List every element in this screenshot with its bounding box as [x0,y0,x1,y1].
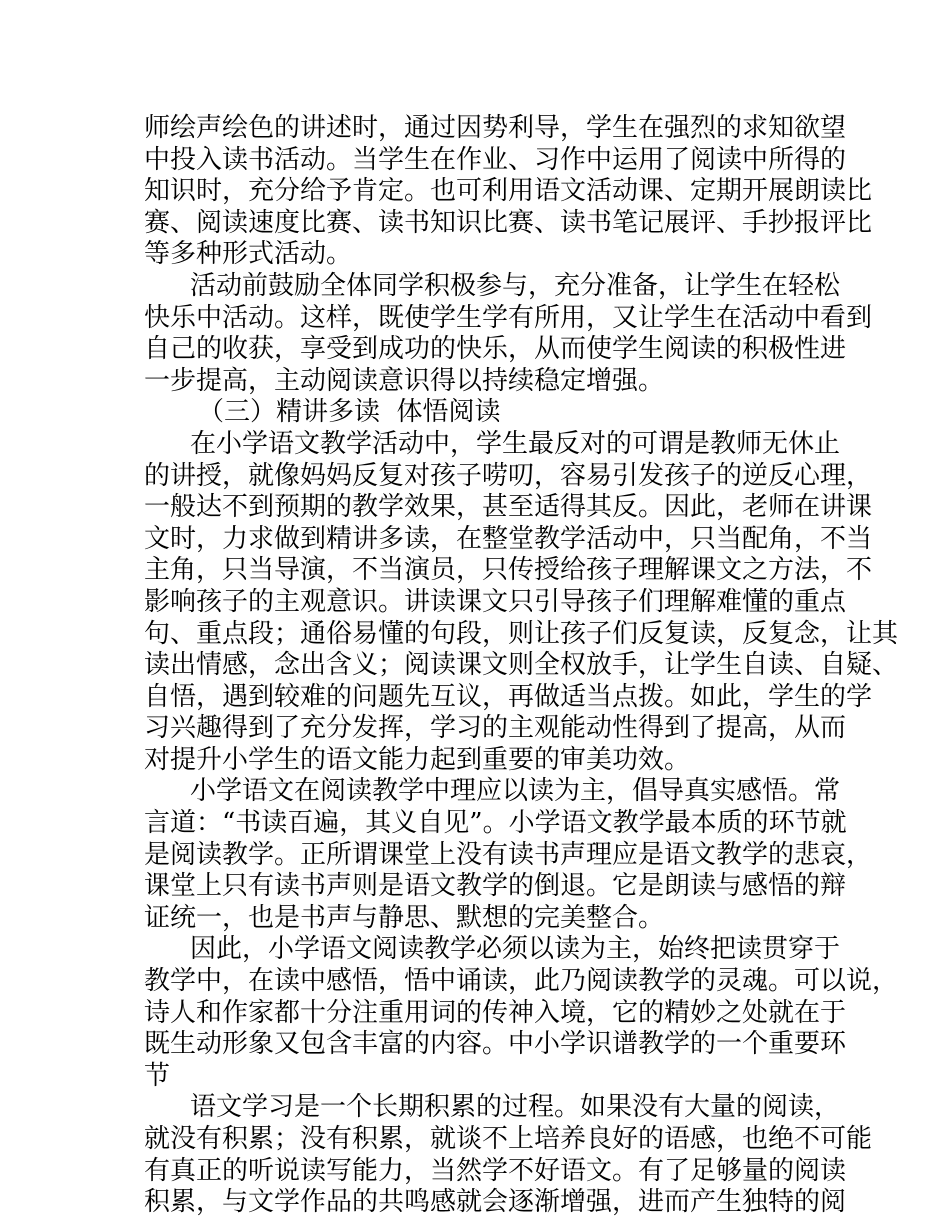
text-line: 既生动形象又包含丰富的内容。中小学识谱教学的一个重要环 [144,1029,847,1060]
text-line: 赛、阅读速度比赛、读书知识比赛、读书笔记展评、手抄报评比 [144,207,873,238]
text-line: 中投入读书活动。当学生在作业、习作中运用了阅读中所得的 [144,144,847,175]
text-line: 在小学语文教学活动中，学生最反对的可谓是教师无休止 [190,428,841,459]
text-line: 语文学习是一个长期积累的过程。如果没有大量的阅读， [190,1092,841,1123]
text-line: 课堂上只有读书声则是语文教学的倒退。它是朗读与感悟的辩 [144,871,847,902]
text-line: 自己的收获，享受到成功的快乐，从而使学生阅读的积极性进 [144,334,847,365]
text-line: 句、重点段；通俗易懂的句段，则让孩子们反复读，反复念，让其 [144,618,899,649]
text-line: 就没有积累；没有积累，就谈不上培养良好的语感，也绝不可能 [144,1124,873,1154]
body-text [144,113,899,1219]
text-line: 是阅读教学。正所谓课堂上没有读书声理应是语文教学的悲哀， [144,839,873,870]
text-line: 活动前鼓励全体同学积极参与，充分准备，让学生在轻松 [190,270,841,301]
text-line: 小学语文在阅读教学中理应以读为主，倡导真实感悟。常 [190,776,841,807]
text-line: 主角，只当导演，不当演员，只传授给孩子理解课文之方法，不 [144,555,873,586]
text-line: 对提升小学生的语文能力起到重要的审美功效。 [144,744,691,775]
text-line: 证统一，也是书声与静思、默想的完美整合。 [144,902,665,933]
text-line: 影响孩子的主观意识。讲读课文只引导孩子们理解难懂的重点 [144,586,847,617]
text-line: 自悟，遇到较难的问题先互议，再做适当点拨。如此，学生的学 [144,681,873,712]
text-line: 因此，小学语文阅读教学必须以读为主，始终把读贯穿于 [190,934,841,965]
text-line: 的讲授，就像妈妈反复对孩子唠叨，容易引发孩子的逆反心理， [144,460,873,491]
text-line: 节 [144,1060,171,1091]
text-line: 诗人和作家都十分注重用词的传神入境，它的精妙之处就在于 [144,997,847,1028]
text-line: 有真正的听说读写能力，当然学不好语文。有了足够量的阅读 [144,1155,847,1186]
text-line: 积累，与文学作品的共鸣感就会逐渐增强，进而产生独特的阅 [144,1187,847,1218]
text-line: 习兴趣得到了充分发挥，学习的主观能动性得到了提高，从而 [144,713,847,744]
text-line: 师绘声绘色的讲述时，通过因势利导，学生在强烈的求知欲望 [144,113,847,143]
text-line: 知识时，充分给予肯定。也可利用语文活动课、定期开展朗读比 [144,176,873,207]
text-line: 读出情感，念出含义；阅读课文则全权放手，让学生自读、自疑、 [144,650,899,681]
text-line: 教学中，在读中感悟，悟中诵读，此乃阅读教学的灵魂。可以说， [144,966,899,997]
text-line: 一步提高，主动阅读意识得以持续稳定增强。 [144,365,665,396]
text-line: 快乐中活动。这样，既使学生学有所用，又让学生在活动中看到 [144,302,873,333]
text-line: 言道：“书读百遍，其义自见”。小学语文教学最本质的环节就 [144,808,847,839]
text-line: 一般达不到预期的教学效果，甚至适得其反。因此，老师在讲课 [144,492,873,523]
section-heading: （三）精讲多读 体悟阅读 [198,397,501,428]
text-line: 等多种形式活动。 [144,239,353,270]
text-line: 文时，力求做到精讲多读，在整堂教学活动中，只当配角，不当 [144,523,873,554]
